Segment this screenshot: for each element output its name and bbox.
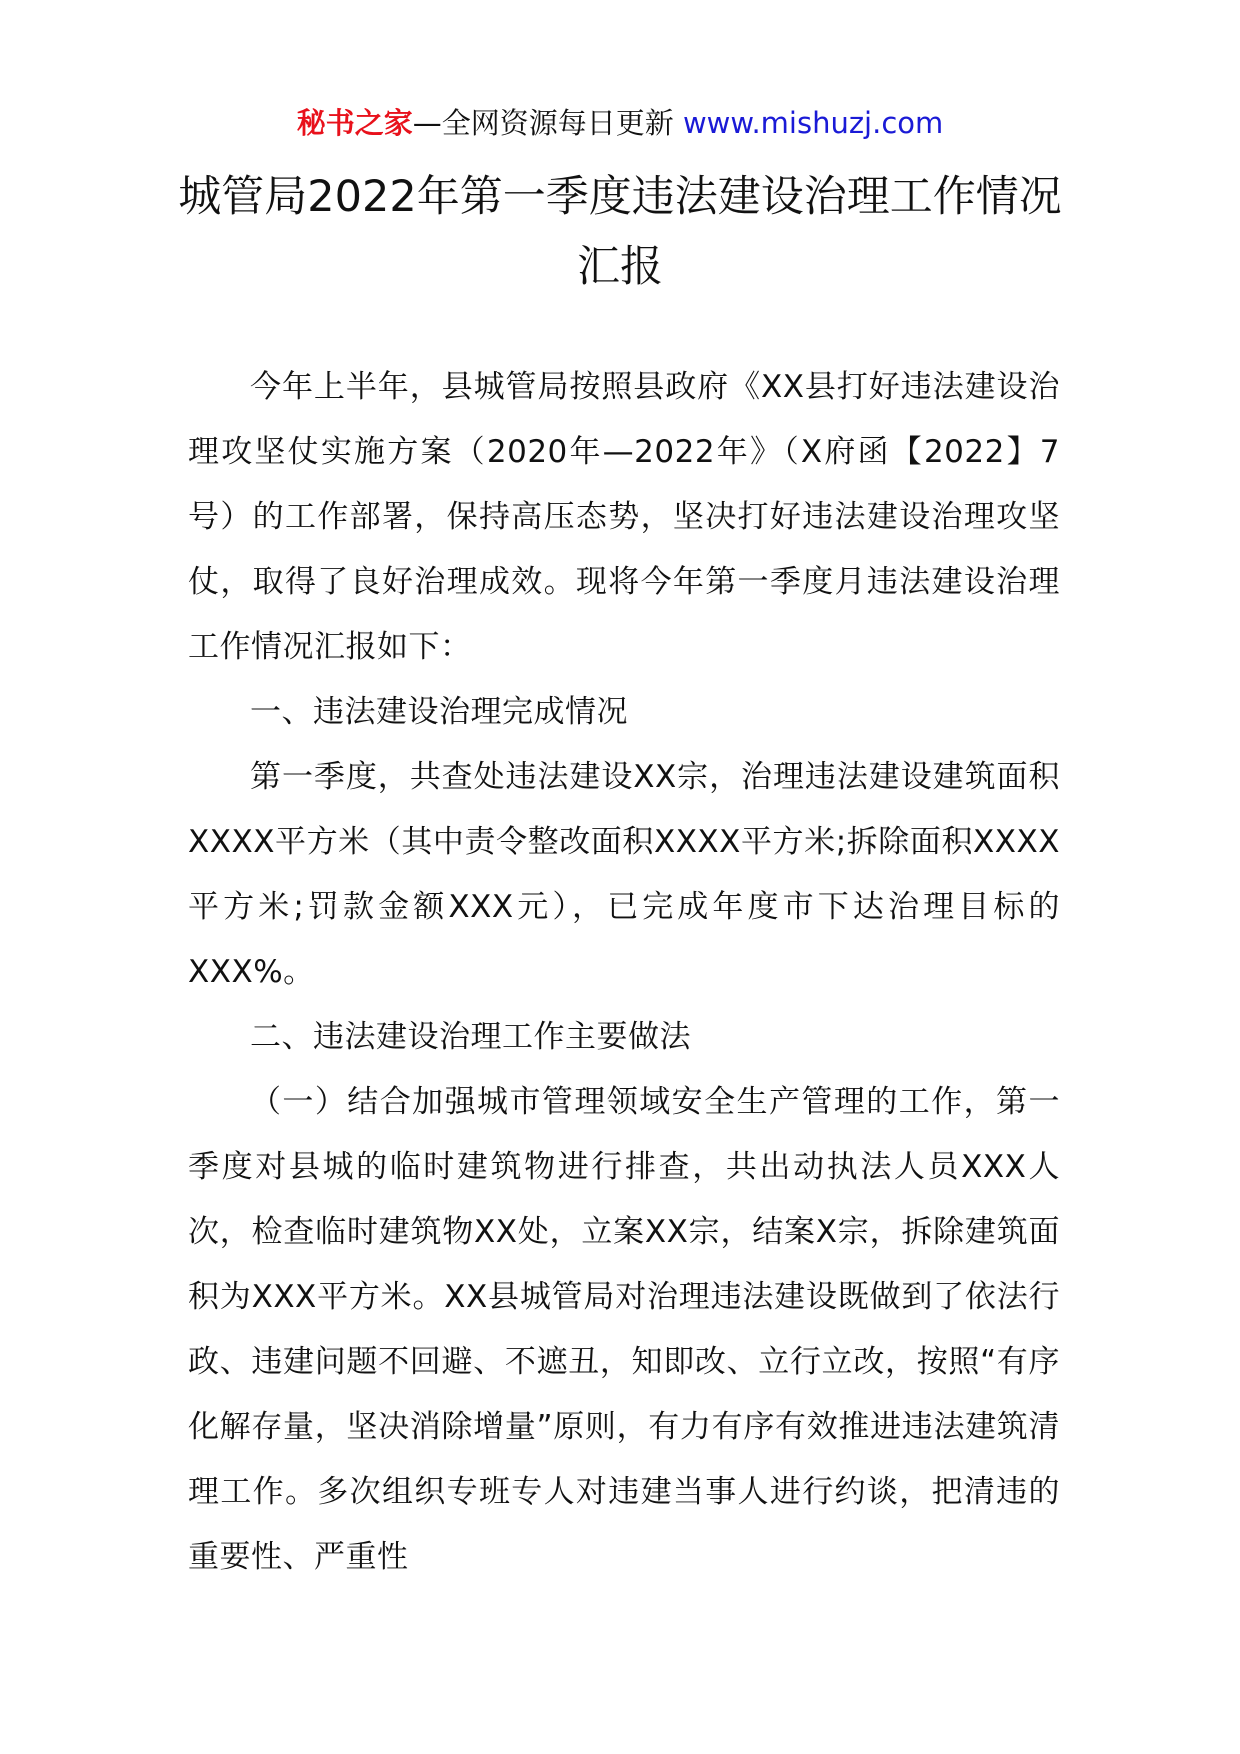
site-brand: 秘书之家 [296,106,413,140]
site-header [0,103,1240,143]
section-heading-2: 二、违法建设治理工作主要做法 [250,1019,691,1055]
intro-paragraph: 今年上半年，县城管局按照县政府《XX县打好违法建设治理攻坚仗实施方案（2020年—2022年》（X府函【2022】7号）的工作部署，保持高压态势，坚决打好违法建设治理攻坚仗，取得了良好治理成效。现将今年第一季度月违法建设治理工作情况汇报如下： [188,369,1060,665]
section-heading-1: 一、违法建设治理完成情况 [250,694,628,730]
site-url-link[interactable]: www.mishuzj.com [682,106,944,140]
section-2-paragraph: （一）结合加强城市管理领域安全生产管理的工作，第一季度对县城的临时建筑物进行排查，共出动执法人员XXX人次，检查临时建筑物XX处，立案XX宗，结案X宗，拆除建筑面积为XXX平方米。XX县城管局对治理违法建设既做到了依法行政、违建问题不回避、不遮丑，知即改、立行立改，按照“有序化解存量，坚决消除增量”原则，有力有序有效推进违法建筑清理工作。多次组织专班专人对违建当事人进行约谈，把清违的重要性、严重性 [188,1084,1060,1575]
section-1-paragraph: 第一季度，共查处违法建设XX宗，治理违法建设建筑面积XXXX平方米（其中责令整改面积XXXX平方米;拆除面积XXXX平方米;罚款金额XXX元），已完成年度市下达治理目标的XXX%。 [188,759,1060,990]
document-title: 城管局2022年第一季度违法建设治理工作情况汇报 [178,172,1062,292]
document-body [188,355,1060,1590]
site-slogan: —全网资源每日更新 [412,106,674,140]
